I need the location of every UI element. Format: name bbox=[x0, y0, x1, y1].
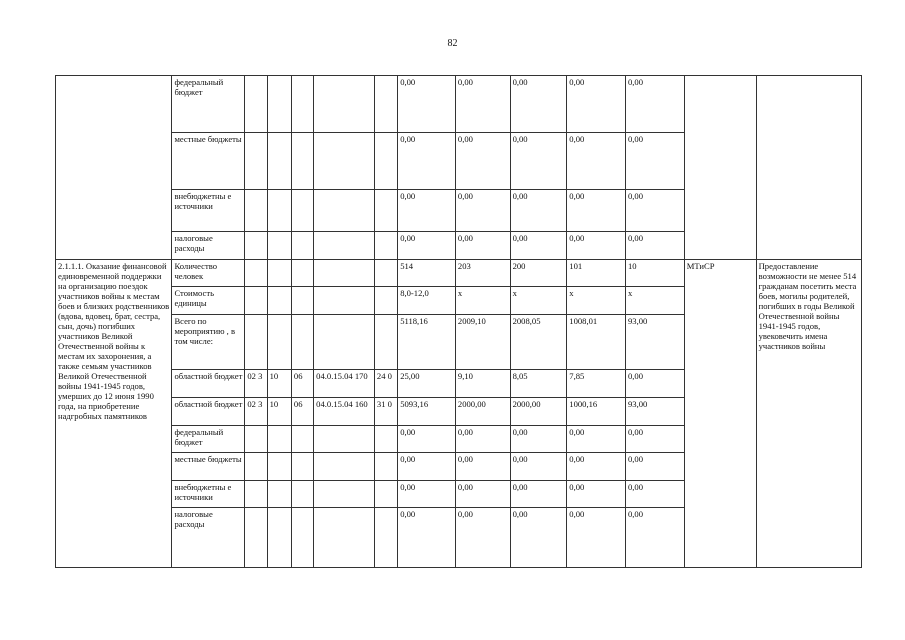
page-number: 82 bbox=[447, 38, 458, 49]
value-cell: 0,00 bbox=[625, 508, 684, 568]
value-cell: 0,00 bbox=[398, 453, 456, 481]
value-cell: 8,0-12,0 bbox=[398, 287, 456, 315]
value-cell: 0,00 bbox=[455, 453, 510, 481]
code-cell: 10 bbox=[267, 370, 291, 398]
value-cell: 0,00 bbox=[455, 426, 510, 453]
value-cell: 0,00 bbox=[398, 481, 456, 508]
value-cell: 93,00 bbox=[625, 315, 684, 370]
value-cell: 7,85 bbox=[567, 370, 626, 398]
value-cell: 0,00 bbox=[510, 76, 567, 133]
value-cell: 2009,10 bbox=[455, 315, 510, 370]
empty-result-cell bbox=[756, 76, 861, 260]
value-cell: 5093,16 bbox=[398, 398, 456, 426]
code-cell: 04.0.15.04 160 bbox=[314, 398, 375, 426]
code-cell: 02 3 bbox=[245, 398, 267, 426]
value-cell: х bbox=[510, 287, 567, 315]
source-cell: местные бюджеты bbox=[172, 453, 245, 481]
value-cell: 514 bbox=[398, 260, 456, 287]
value-cell: 0,00 bbox=[455, 481, 510, 508]
result-cell: Предоставление возможности не менее 514 гражданам посетить места боев, могилы родителей, погибших в годы Великой Отечественной войны 1941-1945 годов, увековечить имена участников войны bbox=[756, 260, 861, 568]
code-cell: 10 bbox=[267, 398, 291, 426]
value-cell: 0,00 bbox=[567, 453, 626, 481]
value-cell: 203 bbox=[455, 260, 510, 287]
value-cell: 9,10 bbox=[455, 370, 510, 398]
value-cell: 1008,01 bbox=[567, 315, 626, 370]
value-cell: 0,00 bbox=[398, 76, 456, 133]
value-cell: 0,00 bbox=[625, 232, 684, 260]
value-cell: 0,00 bbox=[398, 426, 456, 453]
source-cell: областной бюджет bbox=[172, 370, 245, 398]
value-cell: 0,00 bbox=[625, 481, 684, 508]
value-cell: 0,00 bbox=[510, 232, 567, 260]
value-cell: 0,00 bbox=[567, 232, 626, 260]
executor-cell: МТиСР bbox=[684, 260, 756, 568]
value-cell: 93,00 bbox=[625, 398, 684, 426]
value-cell: 200 bbox=[510, 260, 567, 287]
value-cell: 25,00 bbox=[398, 370, 456, 398]
source-cell: Всего по мероприятию , в том числе: bbox=[172, 315, 245, 370]
value-cell: 0,00 bbox=[398, 232, 456, 260]
value-cell: 5118,16 bbox=[398, 315, 456, 370]
value-cell: 0,00 bbox=[510, 426, 567, 453]
code-cell: 06 bbox=[291, 370, 313, 398]
value-cell: 0,00 bbox=[398, 508, 456, 568]
value-cell: 0,00 bbox=[567, 190, 626, 232]
value-cell: 10 bbox=[625, 260, 684, 287]
value-cell: 101 bbox=[567, 260, 626, 287]
value-cell: 0,00 bbox=[567, 76, 626, 133]
value-cell: 0,00 bbox=[455, 508, 510, 568]
value-cell: 0,00 bbox=[625, 453, 684, 481]
source-cell: Стоимость единицы bbox=[172, 287, 245, 315]
table-row bbox=[56, 260, 862, 287]
table-row bbox=[56, 76, 862, 133]
source-cell: местные бюджеты bbox=[172, 133, 245, 190]
source-cell: федеральный бюджет bbox=[172, 426, 245, 453]
value-cell: 0,00 bbox=[510, 508, 567, 568]
value-cell: 0,00 bbox=[625, 426, 684, 453]
source-cell: внебюджетны е источники bbox=[172, 190, 245, 232]
value-cell: 2008,05 bbox=[510, 315, 567, 370]
value-cell: 0,00 bbox=[455, 133, 510, 190]
value-cell: 8,05 bbox=[510, 370, 567, 398]
value-cell: х bbox=[625, 287, 684, 315]
value-cell: 1000,16 bbox=[567, 398, 626, 426]
value-cell: 0,00 bbox=[567, 481, 626, 508]
empty-event-cell bbox=[56, 76, 172, 260]
value-cell: 0,00 bbox=[567, 133, 626, 190]
code-cell: 02 3 bbox=[245, 370, 267, 398]
source-cell: внебюджетны е источники bbox=[172, 481, 245, 508]
code-cell: 24 0 bbox=[374, 370, 397, 398]
code-cell: 06 bbox=[291, 398, 313, 426]
value-cell: 0,00 bbox=[567, 508, 626, 568]
value-cell: 0,00 bbox=[455, 232, 510, 260]
value-cell: 0,00 bbox=[455, 190, 510, 232]
value-cell: 0,00 bbox=[625, 190, 684, 232]
budget-table bbox=[55, 75, 862, 568]
value-cell: 0,00 bbox=[398, 190, 456, 232]
code-cell: 04.0.15.04 170 bbox=[314, 370, 375, 398]
empty-executor-cell bbox=[684, 76, 756, 260]
source-cell: областной бюджет bbox=[172, 398, 245, 426]
value-cell: 0,00 bbox=[510, 190, 567, 232]
value-cell: 0,00 bbox=[625, 133, 684, 190]
value-cell: 0,00 bbox=[455, 76, 510, 133]
value-cell: 0,00 bbox=[510, 453, 567, 481]
value-cell: 0,00 bbox=[625, 370, 684, 398]
value-cell: х bbox=[455, 287, 510, 315]
source-cell: федеральный бюджет bbox=[172, 76, 245, 133]
value-cell: 0,00 bbox=[510, 481, 567, 508]
value-cell: 0,00 bbox=[625, 76, 684, 133]
source-cell: налоговые расходы bbox=[172, 232, 245, 260]
value-cell: х bbox=[567, 287, 626, 315]
source-cell: Количество человек bbox=[172, 260, 245, 287]
value-cell: 0,00 bbox=[398, 133, 456, 190]
value-cell: 0,00 bbox=[567, 426, 626, 453]
value-cell: 2000,00 bbox=[455, 398, 510, 426]
value-cell: 0,00 bbox=[510, 133, 567, 190]
code-cell: 31 0 bbox=[374, 398, 397, 426]
value-cell: 2000,00 bbox=[510, 398, 567, 426]
event-name-cell: 2.1.1.1. Оказание финансовой единовременной поддержки на организацию поездок участников войны к местам боев и близких родственников (вдова, вдовец, брат, сестра, сын, дочь) погибших участников Великой Отечественной войны к местам их захоронения, а также семьям участников Великой Отечественной войны 1941-1945 годов, умерших до 12 июня 1990 года, на приобретение надгробных памятников bbox=[56, 260, 172, 568]
source-cell: налоговые расходы bbox=[172, 508, 245, 568]
